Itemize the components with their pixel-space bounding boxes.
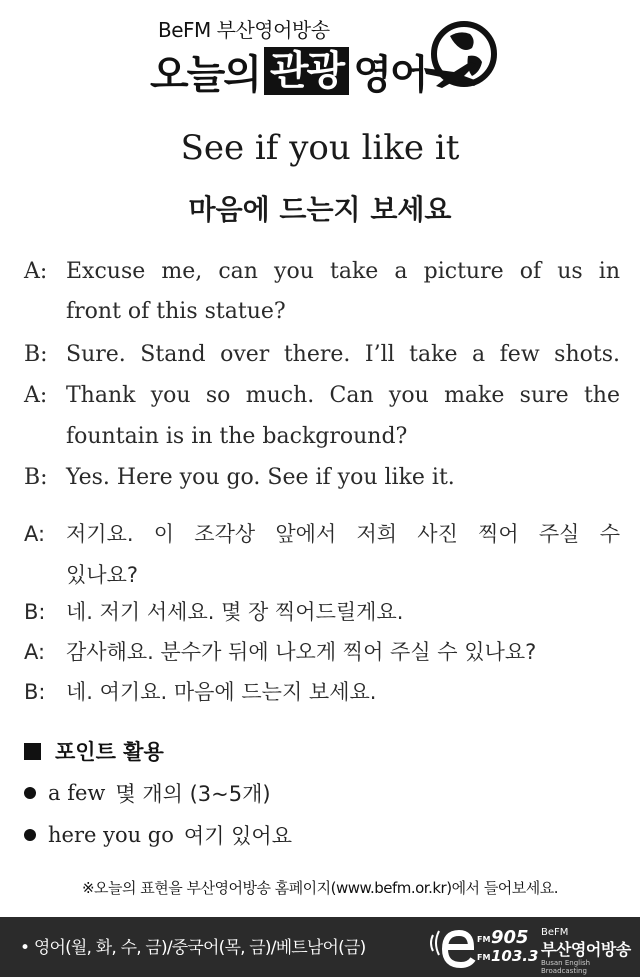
point-item bbox=[24, 820, 292, 850]
dialogue-text: fountain is in the background? bbox=[66, 424, 408, 449]
dialogue-text: front of this statue? bbox=[66, 299, 286, 324]
expression-title-ko: 마음에 드는지 보세요 bbox=[188, 193, 452, 226]
series-title-part2: 영어 bbox=[353, 51, 427, 98]
dialogue-text: Thank you so much. Can you make sure the bbox=[66, 383, 620, 408]
point-meaning: 몇 개의 (3~5개) bbox=[115, 782, 271, 806]
radio-e-icon bbox=[425, 925, 479, 971]
speaker-label: A: bbox=[24, 259, 48, 284]
series-title-boxed: 관광 bbox=[264, 47, 349, 95]
frequency-2: 103.3 bbox=[491, 947, 539, 965]
station-logo bbox=[425, 923, 635, 973]
point-heading-text: 포인트 활용 bbox=[55, 740, 164, 764]
frequency-1: 905 bbox=[491, 927, 529, 948]
series-title-part1: 오늘의 bbox=[150, 51, 260, 98]
speaker-label: B: bbox=[24, 465, 48, 490]
dialogue-text: 네. 여기요. 마음에 드는지 보세요. bbox=[66, 680, 377, 704]
expression-title-en: See if you like it bbox=[180, 128, 460, 168]
dialogue-text: Excuse me, can you take a picture of us in bbox=[66, 259, 620, 284]
square-bullet-icon bbox=[24, 743, 41, 760]
point-item bbox=[24, 778, 271, 808]
point-expression: here you go bbox=[48, 823, 174, 847]
bullet-dot-icon bbox=[24, 829, 36, 841]
speaker-label: B: bbox=[24, 600, 46, 624]
globe-airplane-icon bbox=[420, 18, 500, 96]
point-meaning: 여기 있어요 bbox=[183, 824, 292, 848]
dialogue-text: 저기요. 이 조각상 앞에서 저희 사진 찍어 주실 수 bbox=[66, 522, 620, 546]
website-note: ※오늘의 표현을 부산영어방송 홈페이지(www.befm.or.kr)에서 들어보세요. bbox=[81, 879, 559, 897]
speaker-label: B: bbox=[24, 342, 48, 367]
fm-label: FM bbox=[477, 953, 491, 962]
speaker-label: B: bbox=[24, 680, 46, 704]
broadcast-languages: • 영어(월, 화, 수, 금)/중국어(목, 금)/베트남어(금) bbox=[20, 938, 366, 958]
bullet-dot-icon bbox=[24, 787, 36, 799]
fm-label: FM bbox=[477, 935, 491, 944]
befm-label: BeFM bbox=[541, 927, 569, 938]
series-title bbox=[150, 44, 426, 98]
dialogue-text: Yes. Here you go. See if you like it. bbox=[66, 465, 455, 490]
station-name-en: Busan English Broadcasting bbox=[541, 959, 591, 975]
point-expression: a few bbox=[48, 781, 106, 805]
dialogue-text: 있나요? bbox=[66, 563, 139, 587]
dialogue-text: 감사해요. 분수가 뒤에 나오게 찍어 주실 수 있나요? bbox=[66, 640, 537, 664]
station-name: 부산영어방송 bbox=[541, 940, 631, 959]
speaker-label: A: bbox=[24, 522, 46, 546]
speaker-label: A: bbox=[24, 383, 48, 408]
dialogue-text: 네. 저기 서세요. 몇 장 찍어드릴게요. bbox=[66, 600, 404, 624]
dialogue-text: Sure. Stand over there. I’ll take a few shots. bbox=[66, 342, 620, 367]
point-heading bbox=[24, 736, 164, 766]
footer-bar bbox=[0, 917, 640, 977]
brand-label: BeFM 부산영어방송 bbox=[158, 18, 330, 42]
speaker-label: A: bbox=[24, 640, 46, 664]
